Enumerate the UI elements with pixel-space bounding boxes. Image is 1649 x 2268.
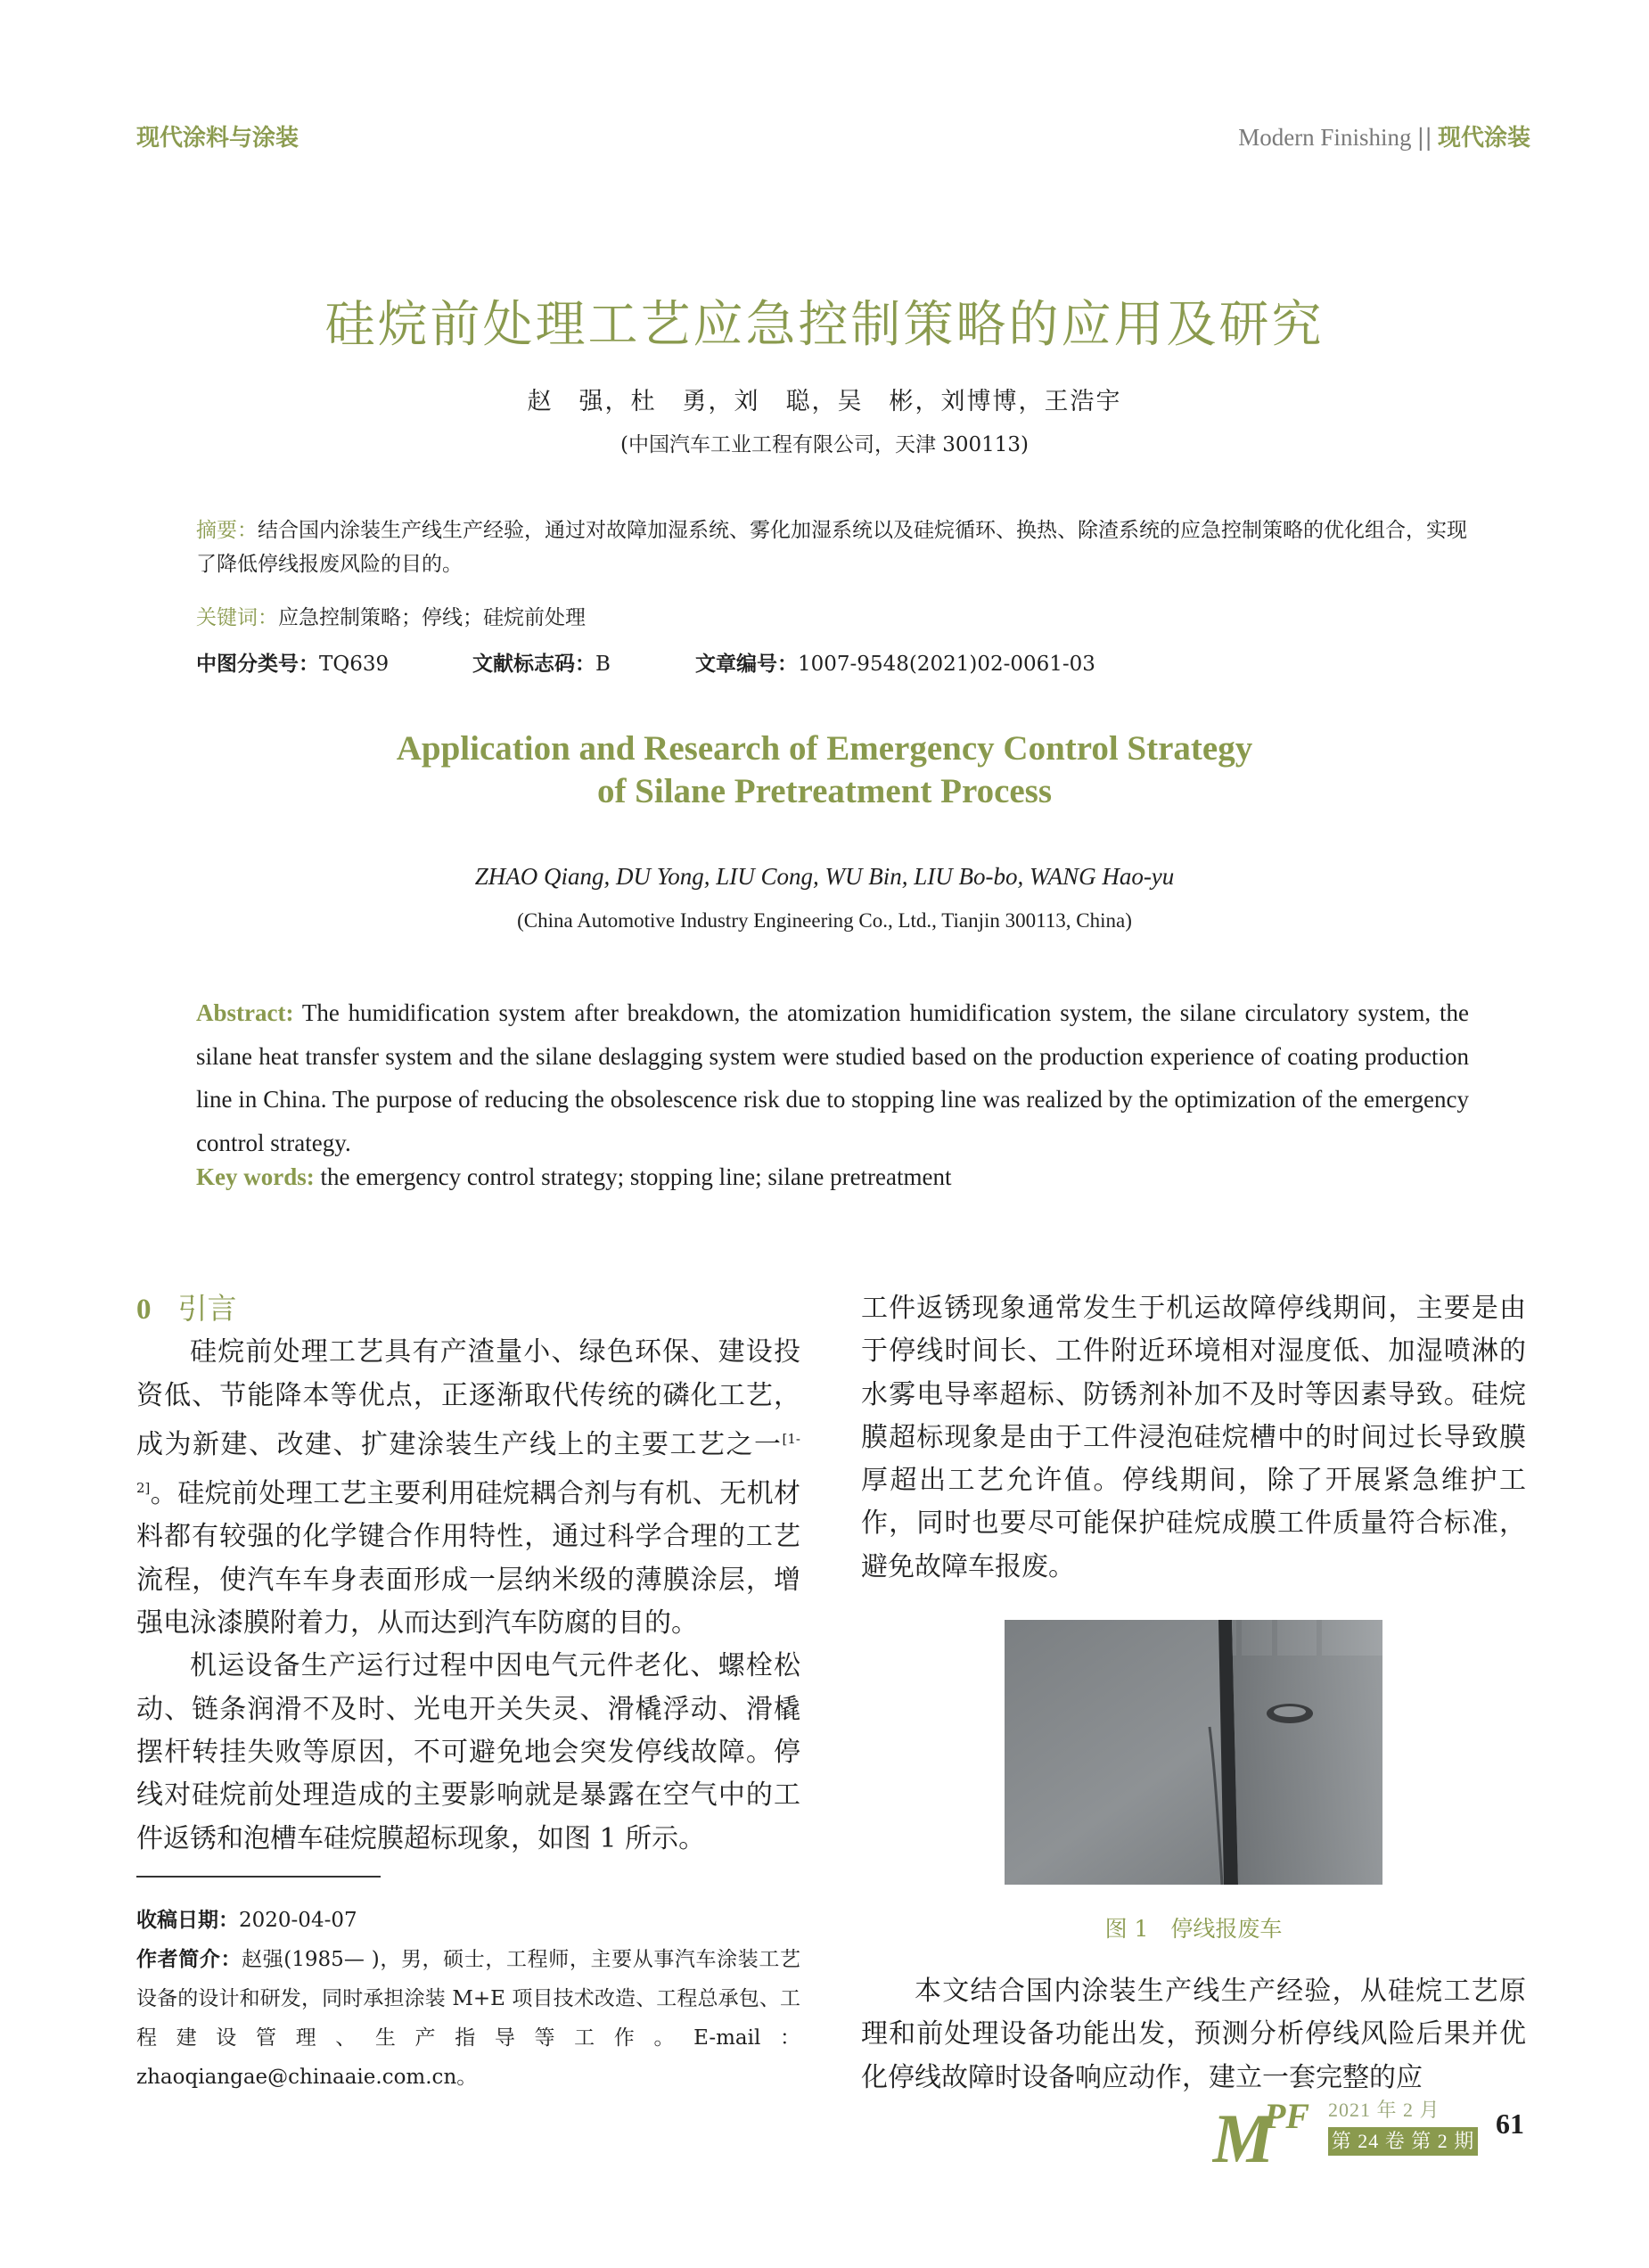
keywords-cn-text: 应急控制策略；停线；硅烷前处理 (278, 606, 586, 629)
header-separator: || (1416, 125, 1432, 152)
body-column-left (136, 1287, 800, 1861)
journal-logo (1212, 2091, 1328, 2167)
footnote-rule (136, 1876, 381, 1878)
section-title: 引言 (177, 1291, 237, 1326)
authors-cn: 赵 强，杜 勇，刘 聪，吴 彬，刘博博，王浩宇 (527, 388, 1122, 415)
received-date (136, 1901, 800, 1940)
author-bio (136, 1940, 800, 2097)
page-number: 61 (1496, 2108, 1524, 2140)
abstract-en (196, 991, 1469, 1164)
paragraph-1-text-a: 硅烷前处理工艺具有产渣量小、绿色环保、建设投资低、节能降本等优点，正逐渐取代传统的磷化工艺，成为新建、改建、扩建涂装生产线上的主要工艺之一 (136, 1336, 800, 1460)
paper-title-en-line2: of Silane Pretreatment Process (596, 772, 1053, 810)
journal-name-en: Modern Finishing (1238, 124, 1412, 151)
bio-label: 作者简介： (136, 1948, 242, 1971)
paper-title-en (0, 727, 1649, 813)
paragraph-2: 机运设备生产运行过程中因电气元件老化、螺栓松动、链条润滑不及时、光电开关失灵、滑橇浮动、滑橇摆杆转挂失败等原因，不可避免地会突发停线故障。停线对硅烷前处理造成的主要影响就是暴露在空气中的工件返锈和泡槽车硅烷膜超标现象，如图 1 所示。 (136, 1650, 800, 1854)
keywords-en-text: the emergency control strategy; stopping line; silane pretreatment (314, 1163, 952, 1190)
paragraph-1 (136, 1331, 800, 1645)
journal-name-cn: 现代涂装 (1437, 125, 1530, 152)
section-number: 0 (136, 1294, 152, 1326)
abstract-cn-label: 摘要： (196, 519, 258, 542)
keywords-en (196, 1163, 952, 1191)
article-id-value: 1007-9548(2021)02-0061-03 (798, 653, 1095, 676)
footnote (136, 1901, 800, 2097)
clc-label: 中图分类号： (196, 653, 319, 676)
keywords-en-label: Key words: (196, 1163, 315, 1190)
abstract-en-text: The humidification system after breakdown, the atomization humidification system, the silane circulatory system, the silane heat transfer system and the silane deslagging system were studied based on the production experience of coating production line in China. The purpose of reducing the obsolescence risk due to stopping line was realized by the optimization of the emergency control strategy. (196, 999, 1469, 1156)
publication-date: 2021 年 2 月 (1328, 2099, 1440, 2121)
citation-ref: [1-2] (136, 1430, 800, 1497)
figure-1-caption: 图 1 停线报废车 (1104, 1916, 1283, 1942)
affiliation-cn: (中国汽车工业工程有限公司，天津 300113) (619, 433, 1030, 456)
classification-row (196, 647, 1095, 677)
body-column-right (861, 1287, 1526, 1589)
body-column-right-lower (861, 1970, 1526, 2100)
paper-title-cn: 硅烷前处理工艺应急控制策略的应用及研究 (324, 296, 1325, 354)
received-value: 2020-04-07 (239, 1909, 357, 1932)
abstract-en-label: Abstract: (196, 999, 294, 1026)
journal-name-right (1238, 119, 1530, 152)
section-heading (136, 1287, 800, 1331)
publication-volume: 第 24 卷 第 2 期 (1328, 2127, 1478, 2156)
keywords-cn (196, 601, 1471, 635)
received-label: 收稿日期： (136, 1909, 239, 1932)
paragraph-3: 工件返锈现象通常发生于机运故障停线期间，主要是由于停线时间长、工件附近环境相对湿度低、加湿喷淋的水雾电导率超标、防锈剂补加不及时等因素导致。硅烷膜超标现象是由于工件浸泡硅烷槽中的时间过长导致膜厚超出工艺允许值。停线期间，除了开展紧急维护工作，同时也要尽可能保护硅烷成膜工件质量符合标准，避免故障车报废。 (861, 1293, 1526, 1582)
doc-code-label: 文献标志码： (472, 653, 595, 676)
paragraph-1-text-b: 。硅烷前处理工艺主要利用硅烷耦合剂与有机、无机材料都有较强的化学键合作用特性，通过科学合理的工艺流程，使汽车车身表面形成一层纳米级的薄膜涂层，增强电泳漆膜附着力，从而达到汽车防腐的目的。 (136, 1478, 800, 1639)
abstract-cn-text: 结合国内涂装生产线生产经验，通过对故障加湿系统、雾化加湿系统以及硅烷循环、换热、除渣系统的应急控制策略的优化组合，实现了降低停线报废风险的目的。 (196, 519, 1467, 576)
bio-text: 赵强(1985— )，男，硕士，工程师，主要从事汽车涂装工艺设备的设计和研发，同时承担涂装 M+E 项目技术改造、工程总承包、工程建设管理、生产指导等工作。E-mail：zhaoqiangae@chinaaie.com.cn。 (136, 1948, 800, 2089)
authors-en: ZHAO Qiang, DU Yong, LIU Cong, WU Bin, LIU Bo-bo, WANG Hao-yu (474, 863, 1175, 890)
clc-value: TQ639 (319, 653, 390, 676)
abstract-cn (196, 514, 1471, 581)
logo-letters-pf: PF (1264, 2096, 1310, 2136)
affiliation-en: (China Automotive Industry Engineering Co., Ltd., Tianjin 300113, China) (517, 909, 1132, 932)
paragraph-4: 本文结合国内涂装生产线生产经验，从硅烷工艺原理和前处理设备功能出发，预测分析停线风险后果并优化停线故障时设备响应动作，建立一套完整的应 (861, 1976, 1526, 2093)
doc-code-value: B (595, 653, 611, 676)
journal-name-left: 现代涂料与涂装 (136, 125, 299, 152)
keywords-cn-label: 关键词： (196, 606, 278, 629)
figure-1-photo (1005, 1620, 1382, 1885)
logo-letter-m: M (1212, 2100, 1275, 2167)
paper-title-en-line1: Application and Research of Emergency Control Strategy (396, 729, 1253, 768)
article-id-label: 文章编号： (695, 653, 798, 676)
